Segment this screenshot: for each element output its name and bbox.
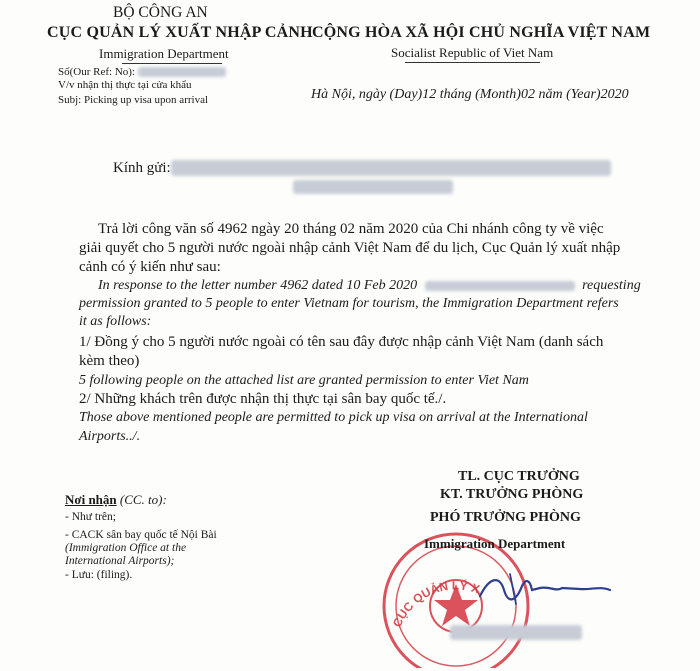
item-2-en: Airports../. <box>79 429 141 444</box>
item-1-en: 5 following people on the attached list are granted permission to enter Viet Nam <box>79 373 529 388</box>
reference-number <box>58 66 226 78</box>
signature-title-3: PHÓ TRƯỞNG PHÒNG <box>430 510 581 525</box>
header-left-underline <box>122 63 222 64</box>
recipient-item: International Airports); <box>65 555 175 567</box>
item-1-line: kèm theo) <box>79 353 140 369</box>
department-name: CỤC QUẢN LÝ XUẤT NHẬP CẢNH <box>47 24 313 41</box>
body-redaction <box>425 281 575 291</box>
recipients-label-en: (CC. to): <box>116 492 167 507</box>
country-name: CỘNG HÒA XÃ HỘI CHỦ NGHĨA VIỆT NAM <box>312 24 651 41</box>
body-line-en-part: In response to the letter number 4962 dated 10 Feb 2020 <box>98 278 418 293</box>
department-name-en: Immigration Department <box>99 46 229 61</box>
recipient-item: - Như trên; <box>65 511 116 523</box>
signature-title-1: TL. CỤC TRƯỞNG <box>458 469 580 484</box>
body-line-en: permission granted to 5 people to enter Vietnam for tourism, the Immigration Department refers <box>79 296 619 311</box>
recipient-item: - CACK sân bay quốc tế Nội Bài <box>65 529 217 541</box>
stamp-text: CỤC QUẢN LÝ X <box>389 578 482 630</box>
handwritten-signature <box>470 568 670 608</box>
date-line: Hà Nội, ngày (Day)12 tháng (Month)02 năm (Year)2020 <box>311 87 629 102</box>
item-1-line: 1/ Đồng ý cho 5 người nước ngoài có tên sau đây được nhập cảnh Việt Nam (danh sách <box>79 334 604 350</box>
body-line: Trả lời công văn số 4962 ngày 20 tháng 02 năm 2020 của Chi nhánh công ty về việc <box>98 221 604 237</box>
body-line: cảnh có ý kiến như sau: <box>79 259 221 275</box>
reference-label: Số(Our Ref: No): <box>58 66 135 78</box>
recipient-item: - Lưu: (filing). <box>65 569 133 581</box>
body-line-en <box>98 278 641 294</box>
country-name-en: Socialist Republic of Viet Nam <box>391 45 554 60</box>
item-2-line: 2/ Những khách trên được nhận thị thực tại sân bay quốc tế./. <box>79 391 447 407</box>
recipients-heading <box>65 492 167 508</box>
body-line-en: it as follows: <box>79 314 152 329</box>
header-right-underline <box>405 62 540 63</box>
body-line: giải quyết cho 5 người nước ngoài nhập cảnh Việt Nam để du lịch, Cục Quản lý xuất nhập <box>79 240 621 256</box>
addressee-label: Kính gửi: <box>113 160 171 176</box>
ministry-name: BỘ CÔNG AN <box>113 4 208 21</box>
signer-name-redaction <box>450 625 582 640</box>
item-2-en: Those above mentioned people are permitted to pick up visa on arrival at the International <box>79 410 588 425</box>
addressee-redaction-2 <box>293 180 453 194</box>
recipient-item: (Immigration Office at the <box>65 542 187 554</box>
signature-scribble-icon <box>470 568 670 608</box>
signature-title-4: Immigration Department <box>424 536 566 551</box>
recipients-label: Nơi nhận <box>65 492 117 507</box>
subject-en: Subj: Picking up visa upon arrival <box>58 94 209 106</box>
reference-redaction <box>138 67 226 77</box>
addressee-redaction <box>171 160 611 176</box>
body-line-en-part: requesting <box>582 278 641 293</box>
signature-title-2: KT. TRƯỞNG PHÒNG <box>440 487 584 502</box>
subject-vn: V/v nhận thị thực tại cửa khẩu <box>58 79 192 91</box>
